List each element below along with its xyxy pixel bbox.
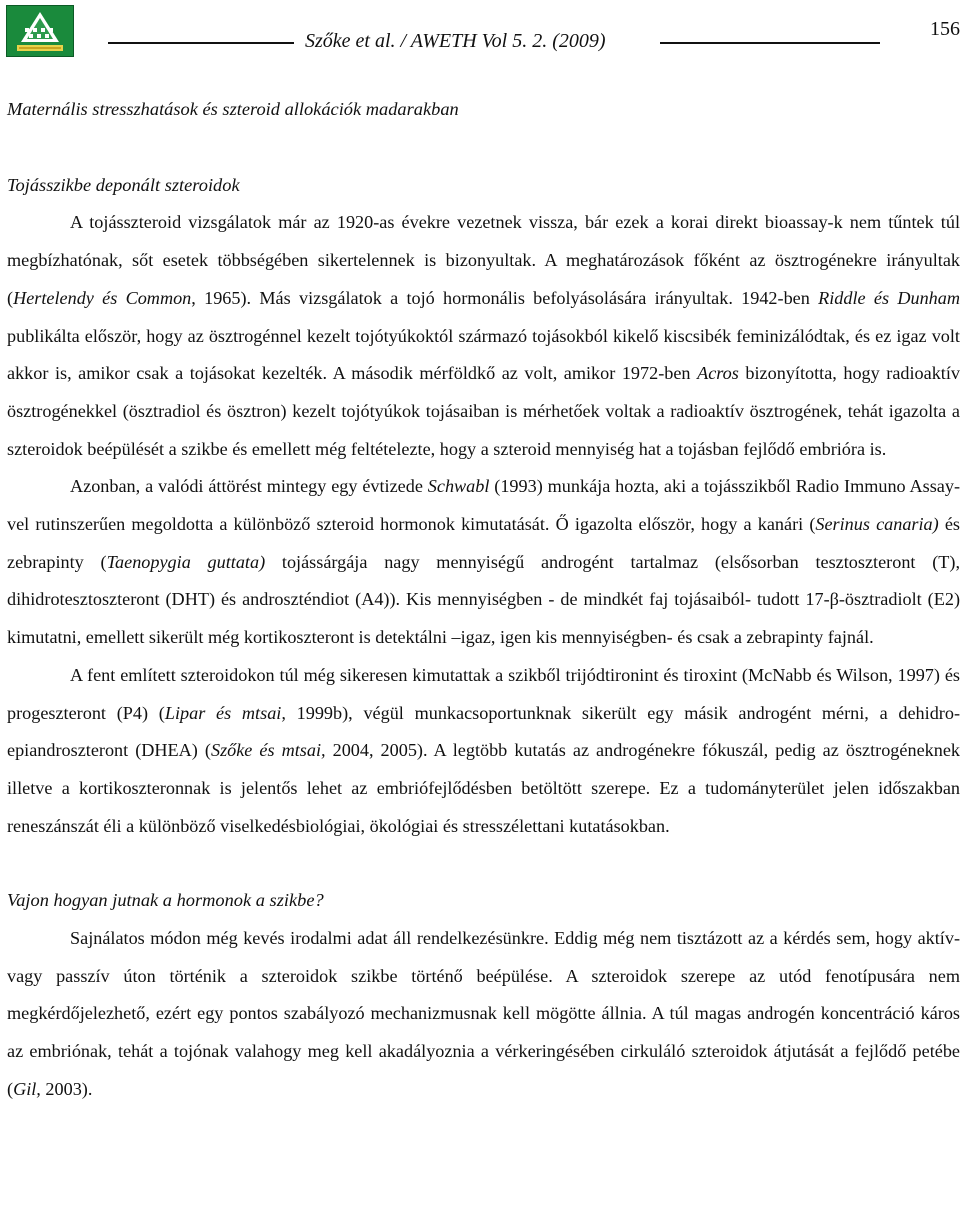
italic-run: Riddle és Dunham: [818, 287, 960, 308]
page-number: 156: [930, 18, 960, 40]
italic-run: Gil,: [13, 1078, 41, 1099]
paragraph-1: [7, 204, 960, 468]
header-rule-left: [108, 42, 294, 44]
text-run: Sajnálatos módon még kevés irodalmi adat áll rendelkezésünkre. Eddig még nem tisztázott az a kérdés sem, hogy aktív- vagy passzív úton történik a szteroidok szikbe történő beépülése. A szteroidok szerepe az utód fenotípusára nem megkérdőjelezhető, ezért egy pontos szabályozó mechanizmusnak kell mögötte állnia. A túl magas androgén koncentráció káros az embriónak, tehát a tojónak valahogy meg kell akadályoznia a vérkeringésében cirkuláló szteroidok átjutását a fejlődő petébe (: [7, 928, 960, 1099]
italic-run: Taenopygia guttata): [106, 551, 266, 572]
subsection-title-2: Vajon hogyan jutnak a hormonok a szikbe?: [7, 890, 324, 911]
paragraph-3: [7, 657, 960, 846]
text-run: tojássárgája nagy mennyiségű androgént tartalmaz (elsősorban tesztoszteront (T), dihidrotesztoszteront (DHT) és androszténdiot (A4)). Kis mennyiségben - de mindkét faj tojásaiból- tudott 17-β-ösztradiolt (E2) kimutatni, emellett sikerült még kortikoszteront is detektálni –igaz, igen kis mennyiségben- és csak a zebrapinty fajnál.: [7, 551, 960, 648]
section-title: Maternális stresszhatások és szteroid allokációk madarakban: [7, 99, 459, 119]
journal-logo-icon-graphic: [7, 6, 73, 56]
article-body: [7, 91, 960, 1109]
paragraph-gap: [7, 845, 960, 882]
text-run: 1999b), végül munkacsoportunknak sikerült egy másik androgént mérni, a dehidro-epiandroszteront (DHEA) (: [7, 702, 960, 761]
text-run: , 1965). Más vizsgálatok a tojó hormonális befolyásolására irányultak. 1942-ben: [191, 287, 819, 308]
italic-run: Schwabl: [427, 476, 490, 497]
header-rule-right: [660, 42, 880, 44]
text-run: A tojásszteroid vizsgálatok már az 1920-as évekre vezetnek vissza, bár ezek a korai direkt bioassay-k nem tűntek túl megbízhatónak, sőt esetek többségében sikertelennek is bizonyultak. A meghatározások főként az ösztrogénekre irányultak (: [7, 212, 960, 308]
text-run: 2004, 2005). A legtöbb kutatás az androgénekre fókuszál, pedig az ösztrogéneknek illetve a kortikoszteronnak is jelentős lehet az embriófejlődésben betöltött szerepe. Ez a tudományterület jelen időszakban reneszánszát éli a különböző viselkedésbiológiai, ökológiai és stresszélettani kutatásokban.: [7, 740, 960, 836]
paragraph-2: [7, 468, 960, 657]
text-run: 2003).: [40, 1078, 93, 1099]
text-run: A fent említett szteroidokon túl még sikeresen kimutattak a szikből trijódtironint és tiroxint (McNabb és Wilson, 1997) és progeszteront (P4) (: [7, 664, 960, 723]
journal-logo-icon: [6, 5, 74, 57]
text-run: publikálta először, hogy az ösztrogénnel kezelt tojótyúkoktól származó tojásokból kikelő kiscsibék feminizálódtak, és ez igaz volt akkor is, amikor csak a tojásokat kezelték. A második mérföldkő az volt, amikor 1972-ben: [7, 325, 960, 384]
subsection-title-1: Tojásszikbe deponált szteroidok: [7, 174, 240, 195]
italic-run: Lipar és mtsai,: [164, 702, 286, 723]
italic-run: Szőke és mtsai,: [210, 740, 326, 761]
text-run: és zebrapinty (: [7, 514, 960, 572]
italic-run: Acros: [697, 363, 739, 384]
italic-run: Hertelendy és Common: [13, 287, 192, 308]
text-run: bizonyította, hogy radioaktív ösztrogénekkel (ösztradiol és ösztron) kezelt tojótyúkok tojásaiban is mérhetőek voltak a radioaktív ösztrogének, tehát igazolta a szteroidok beépülését a szikbe és emellett még feltételezte, hogy a szteroid mennyiség hat a tojásban fejlődő embrióra is.: [7, 363, 960, 459]
paragraph-4: [7, 920, 960, 1109]
text-run: (1993) munkája hozta, aki a tojásszikből Radio Immuno Assay-vel rutinszerűen megoldotta a különböző szteroid hormonok kimutatását. Ő igazolta először, hogy a kanári (: [7, 476, 960, 535]
running-head: Szőke et al. / AWETH Vol 5. 2. (2009): [305, 30, 606, 52]
text-run: Azonban, a valódi áttörést mintegy egy évtizede: [70, 476, 428, 497]
italic-run: Serinus canaria): [815, 514, 939, 535]
